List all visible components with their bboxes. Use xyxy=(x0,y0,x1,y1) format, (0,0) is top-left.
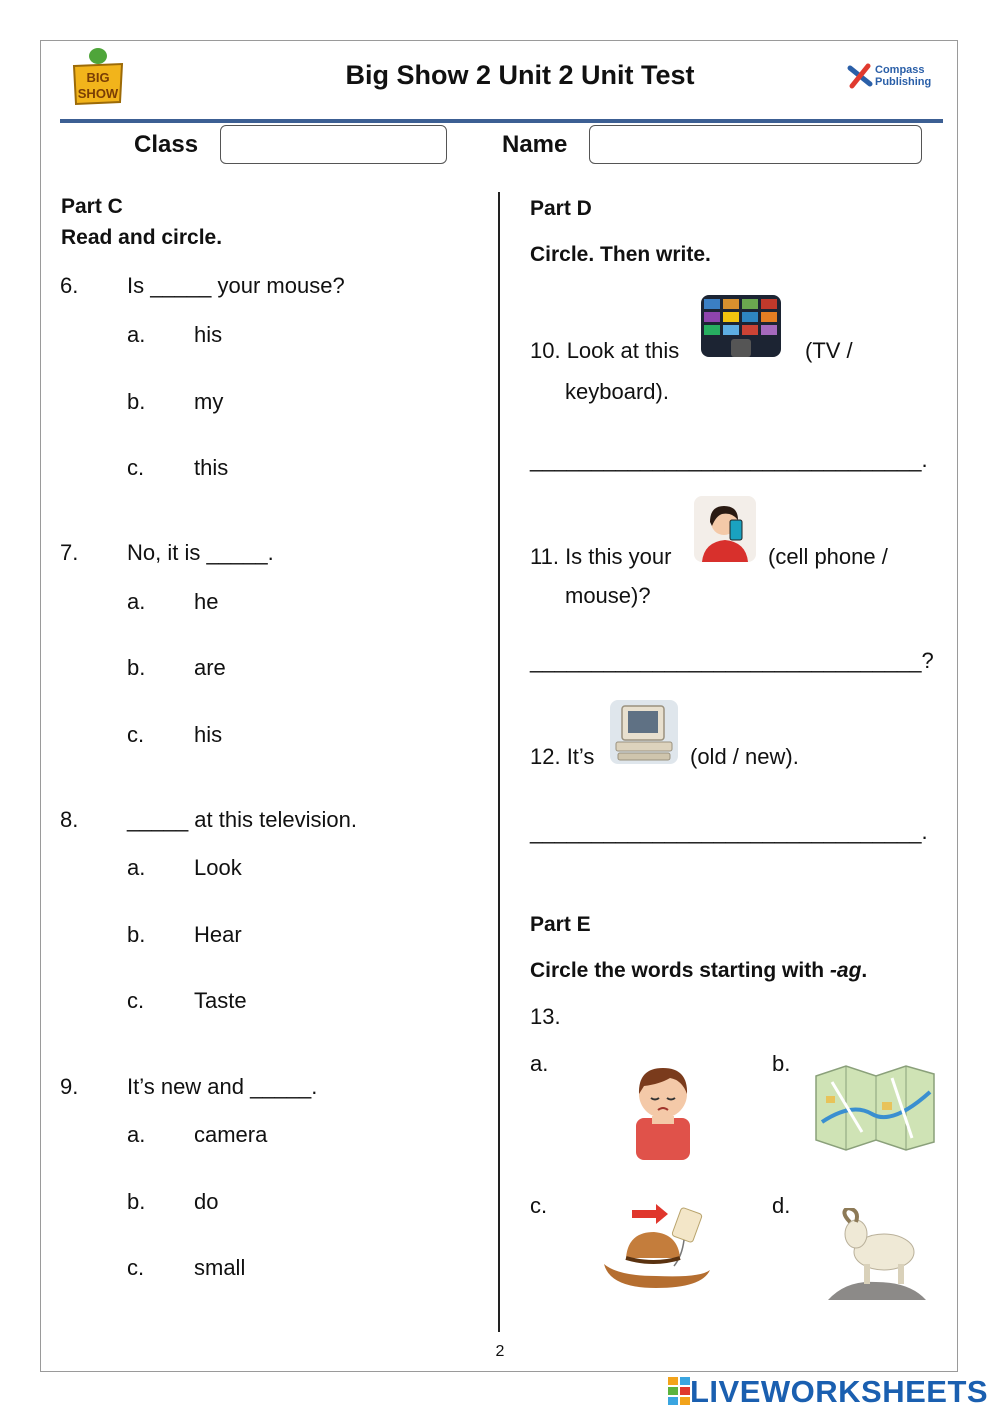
instruction-period: . xyxy=(861,959,868,982)
option-letter: a. xyxy=(127,855,146,880)
svg-text:SHOW: SHOW xyxy=(77,86,119,101)
option-text[interactable]: do xyxy=(194,1189,219,1214)
option-text[interactable]: camera xyxy=(194,1122,268,1147)
option-c-letter: c. xyxy=(530,1193,548,1218)
page-title: Big Show 2 Unit 2 Unit Test xyxy=(345,60,695,90)
option-d-letter: d. xyxy=(772,1193,791,1218)
option-text[interactable]: small xyxy=(194,1255,246,1280)
option-letter: c. xyxy=(127,988,145,1013)
publishing-text: Publishing xyxy=(875,76,932,88)
girl-with-phone-image xyxy=(694,496,756,562)
question-number: 7. xyxy=(60,540,79,565)
question-text: Is _____ your mouse? xyxy=(127,273,345,298)
question-text: No, it is _____. xyxy=(127,540,274,565)
compass-text: Compass xyxy=(875,64,925,76)
logo-left-text: BIG xyxy=(86,70,110,85)
option-letter: c. xyxy=(127,1255,145,1280)
q10-text: 10. Look at this xyxy=(530,338,680,363)
q12-text: 12. It’s xyxy=(530,744,595,769)
q10-answer-line[interactable]: ________________________________. xyxy=(530,447,928,472)
page-number: 2 xyxy=(495,1343,505,1360)
question-number: 6. xyxy=(60,273,79,298)
option-letter: c. xyxy=(127,722,145,747)
q10-options[interactable]: (TV / xyxy=(805,338,853,363)
compass-publishing-logo xyxy=(846,62,946,92)
option-letter: b. xyxy=(127,1189,146,1214)
header-rule xyxy=(60,119,943,123)
folded-map-image[interactable] xyxy=(812,1062,938,1152)
part-c-heading: Part C xyxy=(61,195,123,218)
q11-options-line2[interactable]: mouse)? xyxy=(565,583,651,608)
instruction-suffix: -ag xyxy=(829,959,862,982)
class-label: Class xyxy=(134,131,199,158)
option-text[interactable]: this xyxy=(194,455,229,480)
compass-star-icon xyxy=(846,62,874,90)
option-letter: a. xyxy=(127,1122,146,1147)
q11-options[interactable]: (cell phone / xyxy=(768,544,888,569)
q11-answer-line[interactable]: ________________________________? xyxy=(530,648,934,673)
part-c-instruction: Read and circle. xyxy=(61,226,223,249)
q10-options-line2[interactable]: keyboard). xyxy=(565,379,669,404)
question-13-number: 13. xyxy=(530,1004,561,1029)
liveworksheets-brand[interactable] xyxy=(690,1374,988,1410)
q12-answer-line[interactable]: ________________________________. xyxy=(530,819,928,844)
class-input[interactable] xyxy=(220,125,447,164)
question-number: 8. xyxy=(60,807,79,832)
q12-options[interactable]: (old / new). xyxy=(690,744,799,769)
instruction-text: Circle the words starting with xyxy=(530,959,830,982)
question-number: 9. xyxy=(60,1074,79,1099)
option-letter: b. xyxy=(127,655,146,680)
part-e-heading: Part E xyxy=(530,913,591,936)
option-b-letter: b. xyxy=(772,1051,791,1076)
option-text[interactable]: his xyxy=(194,722,223,747)
q11-text: 11. Is this your xyxy=(530,544,672,569)
part-d-instruction: Circle. Then write. xyxy=(530,243,711,266)
option-letter: b. xyxy=(127,922,146,947)
option-letter: a. xyxy=(127,589,146,614)
sad-boy-image[interactable] xyxy=(630,1062,696,1162)
name-input[interactable] xyxy=(589,125,922,164)
option-text[interactable]: he xyxy=(194,589,219,614)
option-text[interactable]: are xyxy=(194,655,226,680)
option-text[interactable]: Hear xyxy=(194,922,242,947)
part-e-instruction xyxy=(530,959,867,983)
column-divider xyxy=(498,192,500,1332)
ram-image[interactable] xyxy=(826,1208,928,1300)
hat-with-price-tag-image[interactable] xyxy=(600,1196,712,1296)
question-text: It’s new and _____. xyxy=(127,1074,318,1099)
option-text[interactable]: my xyxy=(194,389,224,414)
option-letter: b. xyxy=(127,389,146,414)
option-a-letter: a. xyxy=(530,1051,549,1076)
liveworksheets-logo-icon xyxy=(668,1377,690,1405)
brand-suffix: WORKSHEETS xyxy=(760,1374,989,1409)
tv-wall-image xyxy=(701,295,781,357)
part-d-heading: Part D xyxy=(530,197,592,220)
option-letter: c. xyxy=(127,455,145,480)
question-text: _____ at this television. xyxy=(127,807,357,832)
option-letter: a. xyxy=(127,322,146,347)
option-text[interactable]: Taste xyxy=(194,988,247,1013)
option-text[interactable]: Look xyxy=(194,855,242,880)
name-label: Name xyxy=(502,131,568,158)
option-text[interactable]: his xyxy=(194,322,223,347)
old-computer-image xyxy=(610,700,678,764)
brand-prefix: LIVE xyxy=(690,1374,761,1409)
